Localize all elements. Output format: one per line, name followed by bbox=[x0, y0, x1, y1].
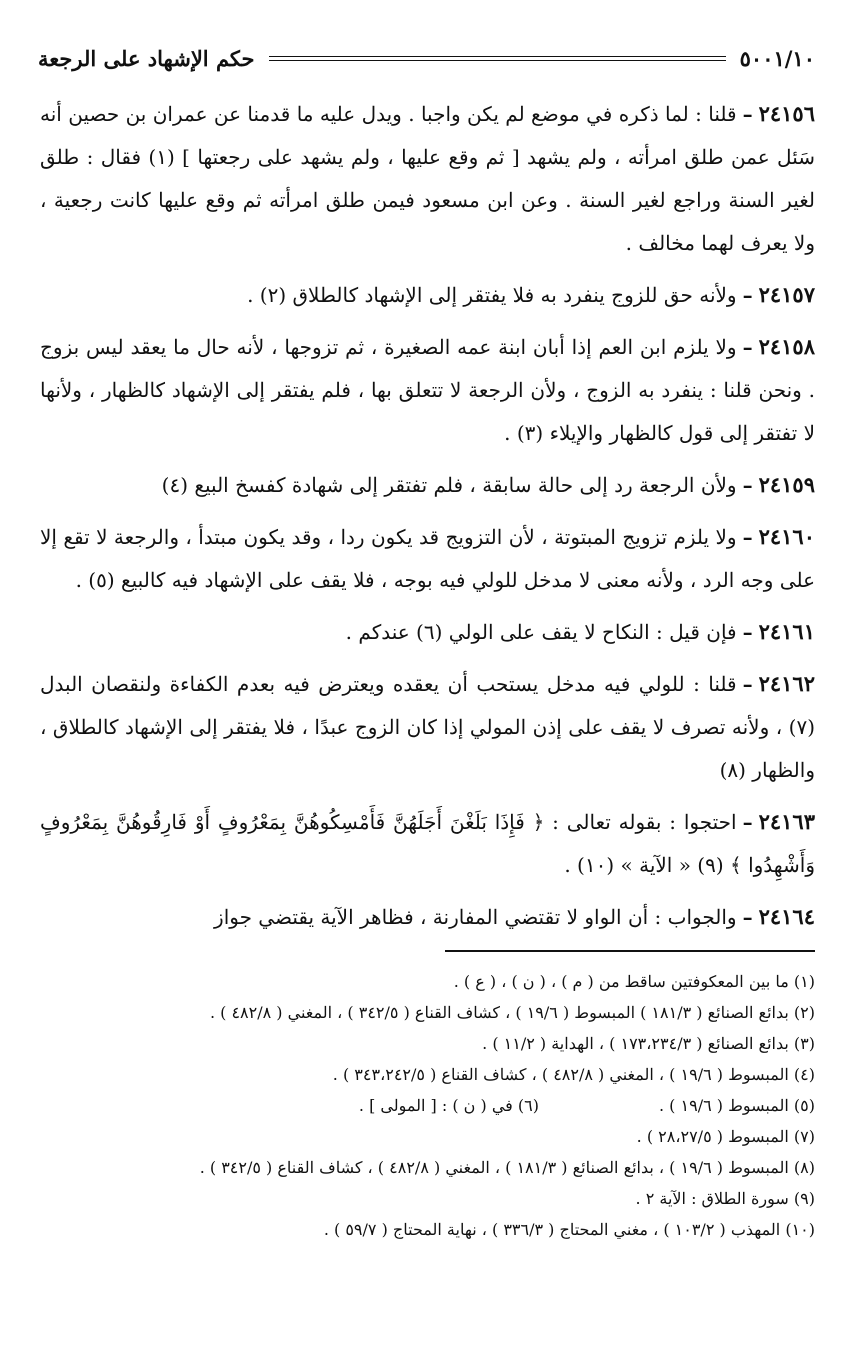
paragraph-text: قلنا : للولي فيه مدخل يستحب أن يعقده ويعترض فيه بعدم الكفاءة ولنقصان البدل (٧) ، ولأنه تصرف لا يقف على إذن المولي إذا كان الزوج عبدًا ، فلا يفتقر إلى الإشهاد كالطلاق ، والظهار (٨) bbox=[40, 672, 815, 782]
paragraph-dash: – bbox=[742, 473, 753, 497]
paragraph-text: احتجوا : بقوله تعالى : ﴿ فَإِذَا بَلَغْنَ أَجَلَهُنَّ فَأَمْسِكُوهُنَّ بِمَعْرُوفٍ أَوْ فَارِقُوهُنَّ بِمَعْرُوفٍ وَأَشْهِدُوا ﴾ (٩) « الآية » (١٠) . bbox=[40, 810, 815, 877]
paragraph-24161 bbox=[40, 610, 815, 654]
paragraph-text: ولأن الرجعة رد إلى حالة سابقة ، فلم تفتقر إلى شهادة كفسخ البيع (٤) bbox=[161, 473, 737, 497]
paragraph-number: ٢٤١٥٨ bbox=[758, 334, 815, 359]
paragraph-text: ولا يلزم تزويج المبتوتة ، لأن التزويج قد يكون ردا ، وقد يكون مبتدأ ، والرجعة لا تقع إلا على وجه الرد ، ولأنه معنى لا مدخل للولي فيه بوجه ، فلا يقف على الإشهاد فيه كالبيع (٥) . bbox=[40, 525, 815, 592]
footnote-2: (٢) بدائع الصنائع ( ١٨١/٣ ) المبسوط ( ١٩/٦ ) ، كشاف القناع ( ٣٤٢/٥ ) ، المغني ( ٤٨٢/٨ ) . bbox=[209, 1003, 815, 1022]
footnotes bbox=[40, 966, 815, 1245]
page-number: ٥٠٠١/١٠ bbox=[739, 45, 815, 71]
paragraph-number: ٢٤١٦٠ bbox=[758, 524, 815, 549]
paragraph-dash: – bbox=[742, 672, 753, 696]
paragraph-24158 bbox=[40, 325, 815, 455]
footnote-1: (١) ما بين المعكوفتين ساقط من ( م ) ، ( ن ) ، ( ع ) . bbox=[453, 972, 815, 991]
paragraph-number: ٢٤١٦١ bbox=[758, 619, 815, 644]
footnote-3: (٣) بدائع الصنائع ( ١٧٣،٢٣٤/٣ ) ، الهداية ( ١١/٢ ) . bbox=[482, 1034, 815, 1053]
paragraph-number: ٢٤١٦٤ bbox=[758, 904, 815, 929]
running-header bbox=[38, 38, 815, 78]
paragraph-text: والجواب : أن الواو لا تقتضي المفارنة ، فظاهر الآية يقتضي جواز bbox=[214, 905, 737, 929]
paragraph-dash: – bbox=[742, 102, 753, 126]
paragraph-dash: – bbox=[742, 620, 753, 644]
paragraph-number: ٢٤١٥٧ bbox=[758, 282, 815, 307]
footnote-8: (٨) المبسوط ( ١٩/٦ ) ، بدائع الصنائع ( ١٨١/٣ ) ، المغني ( ٤٨٢/٨ ) ، كشاف القناع ( ٣٤٢/٥ ) . bbox=[199, 1158, 815, 1177]
paragraph-number: ٢٤١٦٣ bbox=[758, 809, 815, 834]
paragraph-dash: – bbox=[742, 905, 753, 929]
paragraph-text: ولا يلزم ابن العم إذا أبان ابنة عمه الصغيرة ، ثم تزوجها ، لأنه حال ما يعقد ليس بزوج . ونحن قلنا : ينفرد به الزوج ، ولأن الرجعة لا تتعلق بها ، فلم يفتقر إلى الإشهاد كالظهار ، ولأنها لا تفتقر إلى قول كالظهار والإيلاء (٣) . bbox=[40, 335, 815, 445]
header-title: حكم الإشهاد على الرجعة bbox=[38, 45, 255, 71]
paragraph-dash: – bbox=[742, 283, 753, 307]
paragraph-number: ٢٤١٦٢ bbox=[758, 671, 815, 696]
paragraph-dash: – bbox=[742, 525, 753, 549]
paragraph-text: فإن قيل : النكاح لا يقف على الولي (٦) عندكم . bbox=[345, 620, 737, 644]
footnote-4: (٤) المبسوط ( ١٩/٦ ) ، المغني ( ٤٨٢/٨ ) ، كشاف القناع ( ٣٤٣،٢٤٢/٥ ) . bbox=[332, 1065, 815, 1084]
footnote-7: (٧) المبسوط ( ٢٨،٢٧/٥ ) . bbox=[636, 1127, 815, 1146]
paragraph-24164 bbox=[40, 895, 815, 939]
footnote-10: (١٠) المهذب ( ١٠٣/٢ ) ، مغني المحتاج ( ٣٣٦/٣ ) ، نهاية المحتاج ( ٥٩/٧ ) . bbox=[323, 1220, 815, 1239]
footnote-separator bbox=[445, 950, 815, 952]
main-text bbox=[40, 92, 815, 947]
paragraph-dash: – bbox=[742, 335, 753, 359]
paragraph-text: قلنا : لما ذكره في موضع لم يكن واجبا . ويدل عليه ما قدمنا عن عمران بن حصين أنه سَئل عمن طلق امرأته ، ولم يشهد [ ثم وقع عليها ، ولم يشهد على رجعتها ] (١) فقال : طلق لغير السنة وراجع لغير السنة . وعن ابن مسعود فيمن طلق امرأته ثم وقع عليها كانت رجعية ، ولا يعرف لهما مخالف . bbox=[40, 102, 815, 255]
paragraph-24157 bbox=[40, 273, 815, 317]
paragraph-number: ٢٤١٥٦ bbox=[758, 101, 815, 126]
paragraph-dash: – bbox=[742, 810, 753, 834]
footnote-row-5-6 bbox=[40, 1090, 815, 1121]
paragraph-24163 bbox=[40, 800, 815, 887]
footnote-9: (٩) سورة الطلاق : الآية ٢ . bbox=[635, 1189, 815, 1208]
paragraph-text: ولأنه حق للزوج ينفرد به فلا يفتقر إلى الإشهاد كالطلاق (٢) . bbox=[247, 283, 737, 307]
paragraph-number: ٢٤١٥٩ bbox=[758, 472, 815, 497]
footnote-5: (٥) المبسوط ( ١٩/٦ ) . bbox=[659, 1096, 815, 1115]
paragraph-24162 bbox=[40, 662, 815, 792]
paragraph-24156 bbox=[40, 92, 815, 265]
footnote-6: (٦) في ( ن ) : [ المولى ] . bbox=[358, 1096, 539, 1115]
paragraph-24159 bbox=[40, 463, 815, 507]
paragraph-24160 bbox=[40, 515, 815, 602]
header-rule bbox=[269, 56, 726, 61]
